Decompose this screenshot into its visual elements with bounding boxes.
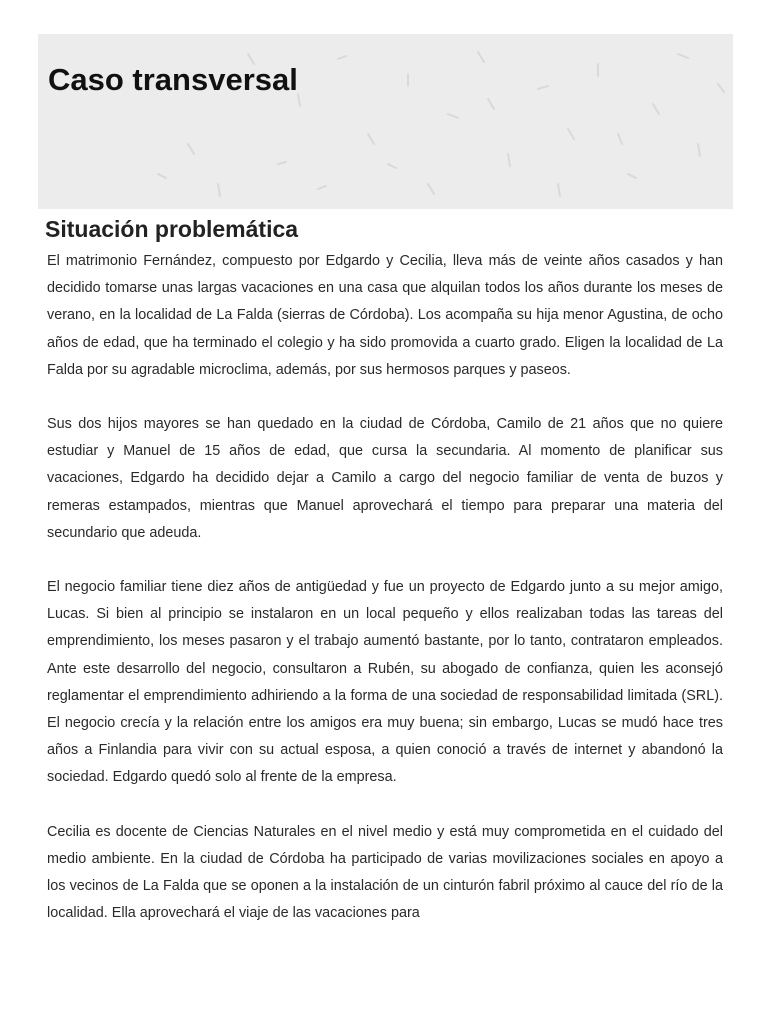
paragraph-2: Sus dos hijos mayores se han quedado en la ciudad de Córdoba, Camilo de 21 años que no quiere estudiar y Manuel de 15 años de edad, que cursa la secundaria. Al momento de planificar sus vacaciones, Edgardo ha decidido dejar a Camilo a cargo del negocio familiar de venta de buzos y remeras estampados, mientras que Manuel aprovechará el tiempo para preparar una materia del secundario que adeuda. — [47, 416, 723, 541]
page-title: Caso transversal — [48, 62, 298, 97]
banner-pattern — [38, 34, 733, 209]
document-body — [47, 248, 723, 954]
section-heading: Situación problemática — [45, 216, 299, 242]
header-banner — [38, 34, 733, 209]
paragraph-1: El matrimonio Fernández, compuesto por Edgardo y Cecilia, lleva más de veinte años casados y han decidido tomarse unas largas vacaciones en una casa que alquilan todos los años durante los meses de verano, en la localidad de La Falda (sierras de Córdoba). Los acompaña su hija menor Agustina, de ocho años de edad, que ha terminado el colegio y ha sido promovida a cuarto grado. Eligen la localidad de La Falda por su agradable microclima, además, por sus hermosos parques y paseos. — [47, 253, 723, 378]
paragraph-4: Cecilia es docente de Ciencias Naturales en el nivel medio y está muy comprometida en el cuidado del medio ambiente. En la ciudad de Córdoba ha participado de varias movilizaciones sociales en apoyo a los vecinos de La Falda que se oponen a la instalación de un cinturón fabril próximo al cauce del río de la localidad. Ella aprovechará el viaje de las vacaciones para — [47, 823, 723, 922]
paragraph-3: El negocio familiar tiene diez años de antigüedad y fue un proyecto de Edgardo junto a su mejor amigo, Lucas. Si bien al principio se instalaron en un local pequeño y ellos realizaban todas las tareas del emprendimiento, los meses pasaron y el trabajo aumentó bastante, por lo tanto, contrataron empleados. Ante este desarrollo del negocio, consultaron a Rubén, su abogado de confianza, quien les aconsejó reglamentar el emprendimiento adhiriendo a la forma de una sociedad de responsabilidad limitada (SRL). El negocio crecía y la relación entre los amigos era muy buena; sin embargo, Lucas se mudó hace tres años a Finlandia para vivir con su actual esposa, a quien conoció a través de internet y abandonó la sociedad. Edgardo quedó solo al frente de la empresa. — [47, 579, 723, 786]
